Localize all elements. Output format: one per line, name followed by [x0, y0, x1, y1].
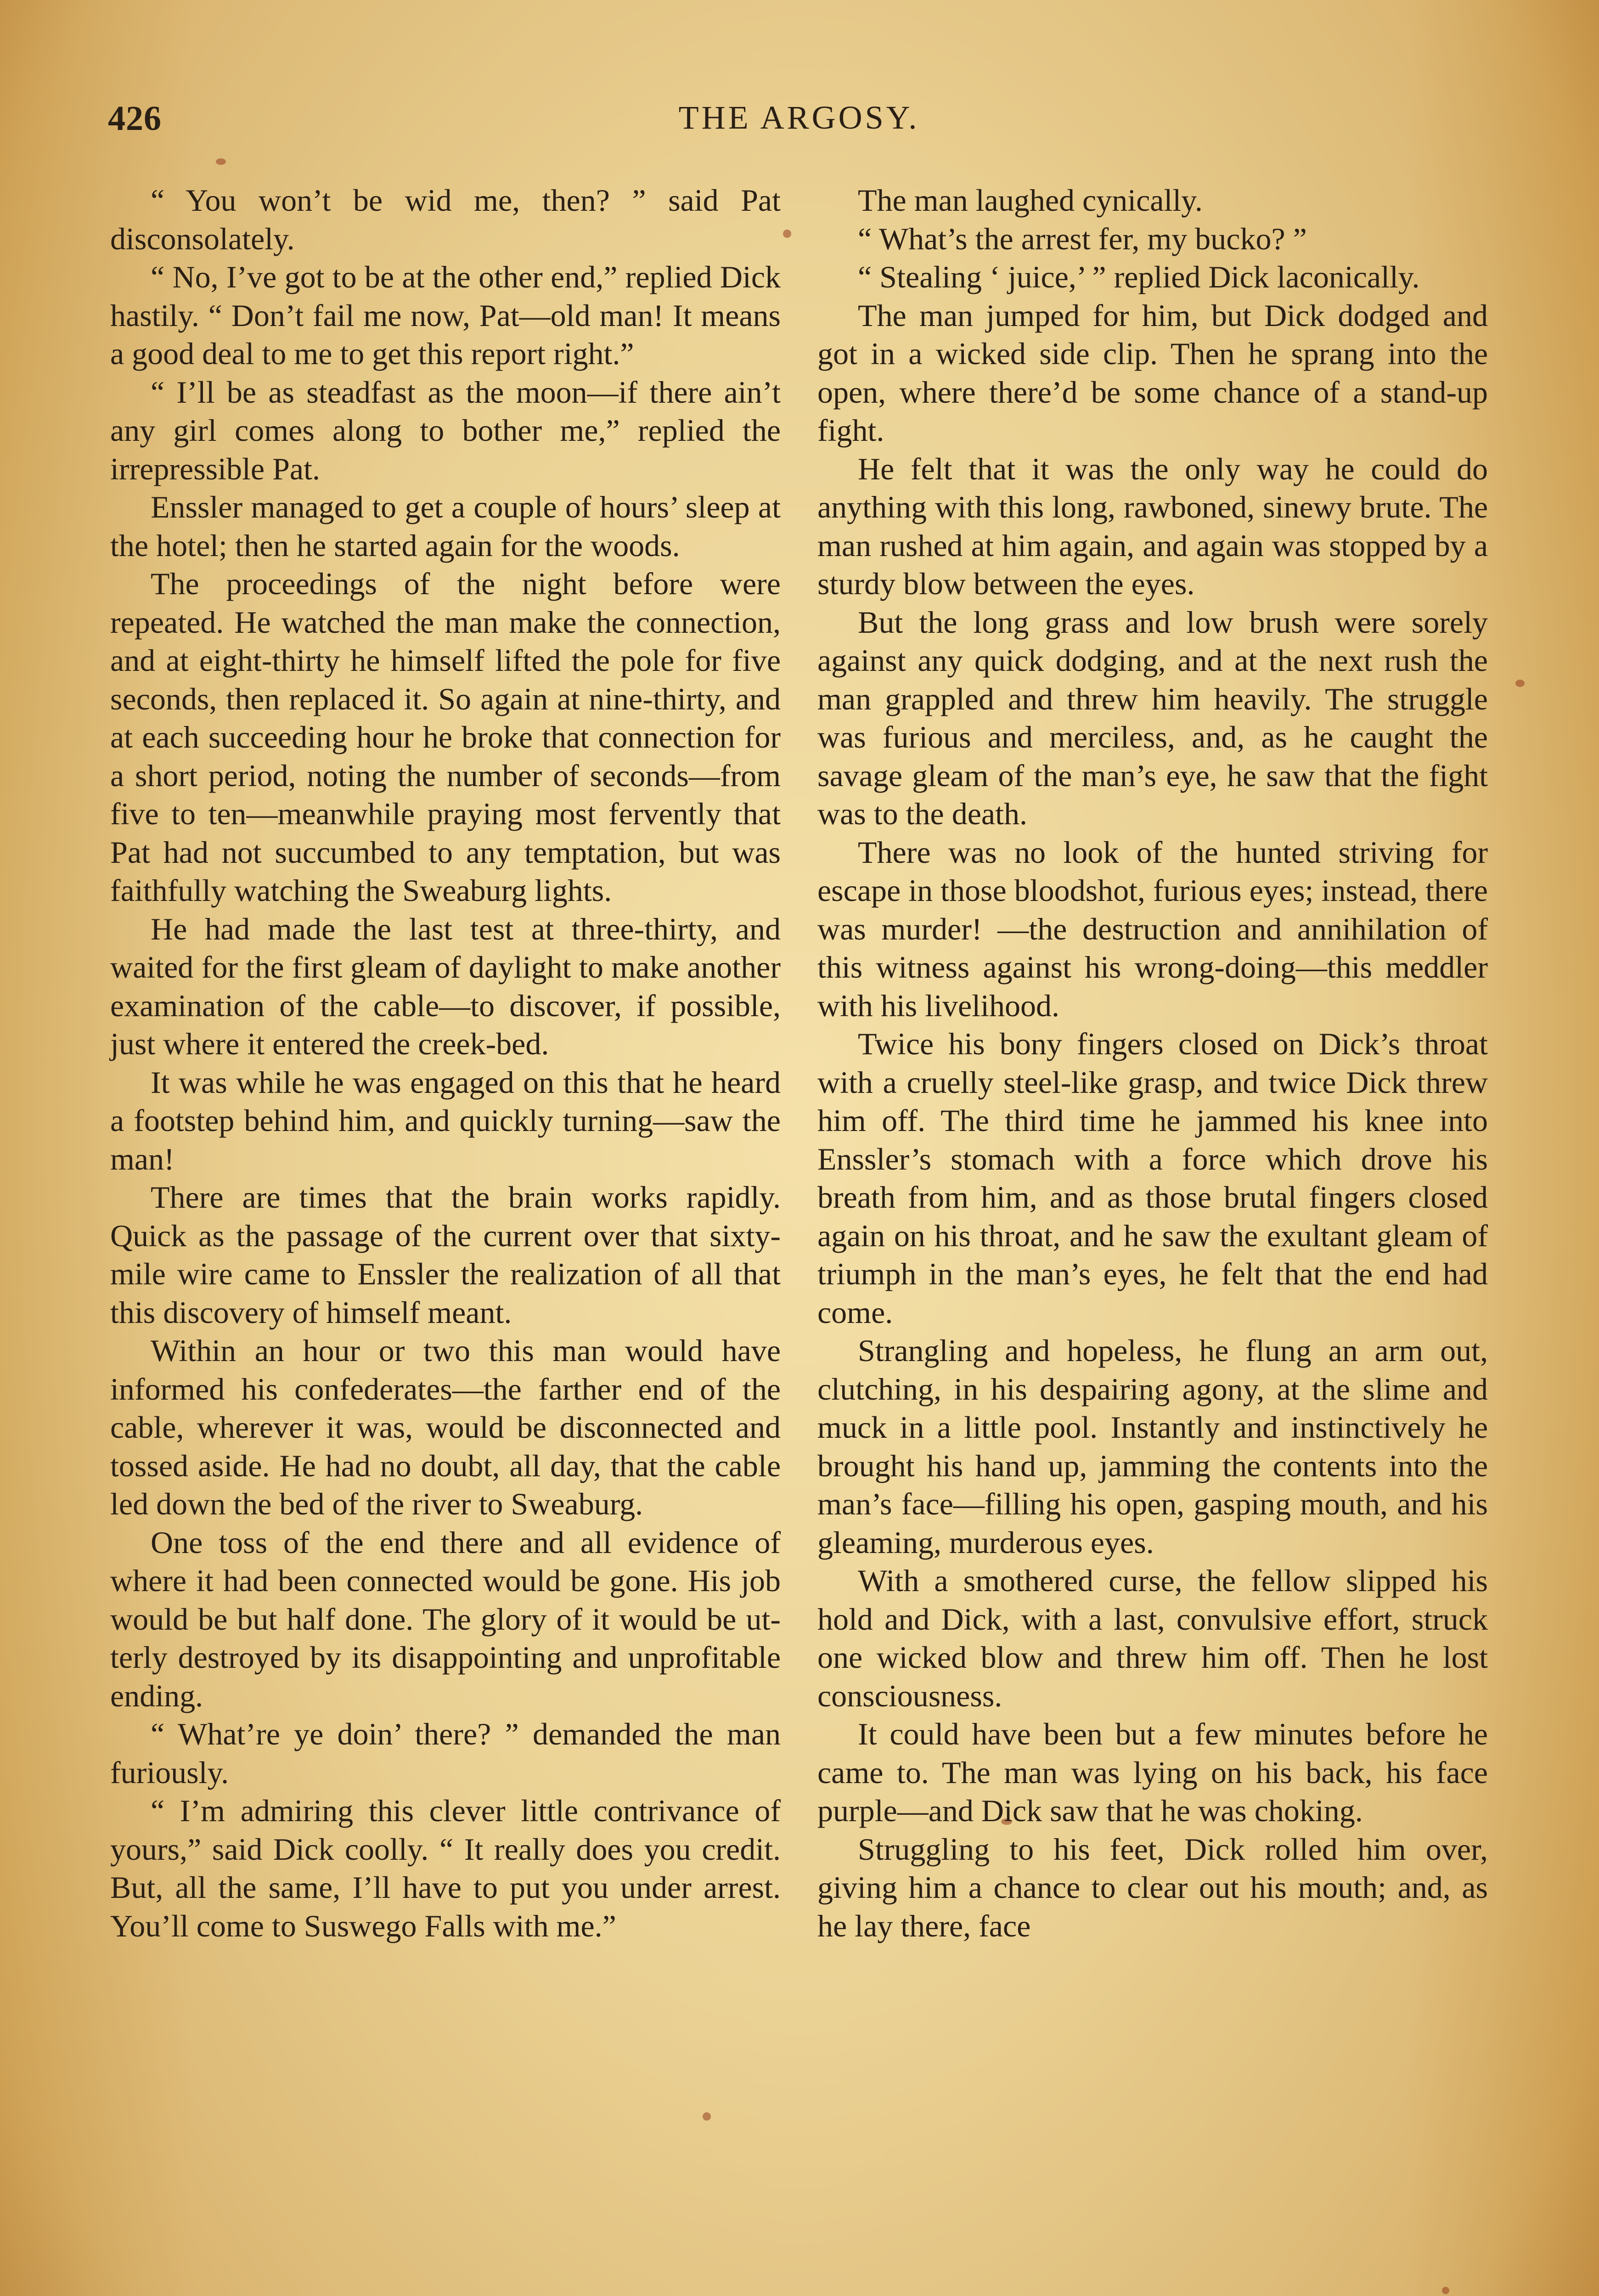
paragraph: It could have been but a few minutes before he came to. The man was lying on his back, his face purple—and Dick saw that he was choking.	[817, 1716, 1488, 1828]
paragraph: He felt that it was the only way he could do anything with this long, rawboned, sinewy brute. The man rushed at him again, and again was stopped by a sturdy blow between the eyes.	[817, 451, 1488, 601]
foxing-stain	[1442, 2287, 1449, 2294]
paragraph: One toss of the end there and all evidence of where it had been connected would be gone. His job would be but half done. The glory of it would be utterly destroyed by its disappointing and unprofitable ending.	[110, 1525, 781, 1713]
paragraph: Enssler managed to get a couple of hours’ sleep at the hotel; then he started again for the woods.	[110, 490, 781, 563]
text-column-left	[110, 181, 781, 1945]
foxing-stain	[1515, 680, 1525, 687]
paragraph: The man laughed cynically.	[858, 183, 1203, 218]
foxing-stain	[703, 2112, 711, 2121]
paragraph: But the long grass and low brush were sorely against any quick dodging, and at the next rush the man grappled and threw him heavily. The struggle was furious and merciless, and, as he caught the savage gleam of the man’s eye, he saw that the fight was to the death.	[817, 604, 1488, 831]
paragraph: There was no look of the hunted striving for escape in those bloodshot, furious eyes; instead, there was murder! —the destruction and annihilation of this witness against his wrong-doing—this meddler with his livelihood.	[817, 834, 1488, 1023]
running-title: THE ARGOSY.	[678, 99, 920, 136]
paragraph: The proceedings of the night before were repeated. He watched the man make the connection, and at eight-thirty he himself lifted the pole for five seconds, then replaced it. So again at nine-thirty, and at each succeeding hour he broke that connection for a short period, noting the number of seconds—from five to ten—meanwhile praying most fervently that Pat had not succumbed to any temptation, but was faithfully watching the Sweaburg lights.	[110, 566, 781, 908]
paragraph: He had made the last test at three-thirty, and waited for the first gleam of daylight to make another examination of the cable—to discover, if possible, just where it entered the creek-bed.	[110, 911, 781, 1061]
paragraph: Twice his bony fingers closed on Dick’s throat with a cruelly steel-like grasp, and twice Dick threw him off. The third time he jammed his knee into Enssler’s stomach with a force which drove his breath from him, and as those brutal fingers closed again on his throat, and he saw the exultant gleam of triumph in the man’s eyes, he felt that the end had come.	[817, 1026, 1488, 1330]
paragraph: “ Stealing ‘ juice,’ ” replied Dick laconically.	[858, 259, 1420, 294]
paragraph: “ I’ll be as steadfast as the moon—if there ain’t any girl comes along to bother me,” replied the irrepressible Pat.	[110, 374, 781, 486]
paragraph: “ I’m admiring this clever little contrivance of yours,” said Dick coolly. “ It really does you credit. But, all the same, I’ll have to put you under arrest. You’ll come to Suswego Falls with me.”	[110, 1793, 781, 1943]
paragraph: “ What’s the arrest fer, my bucko? ”	[858, 221, 1307, 256]
paragraph: “ No, I’ve got to be at the other end,” replied Dick hastily. “ Don’t fail me now, Pat—old man! It means a good deal to me to get this report right.”	[110, 259, 781, 371]
paragraph: With a smothered curse, the fellow slipped his hold and Dick, with a last, convulsive effort, struck one wicked blow and threw him off. Then he lost consciousness.	[817, 1563, 1488, 1713]
paragraph: Within an hour or two this man would have informed his confederates—the farther end of the cable, wherever it was, would be disconnected and tossed aside. He had no doubt, all day, that the cable led down the bed of the river to Sweaburg.	[110, 1333, 781, 1521]
page-header	[108, 99, 1490, 149]
paragraph: “ You won’t be wid me, then? ” said Pat disconsolately.	[110, 183, 781, 256]
text-column-right	[817, 181, 1488, 1945]
paragraph: “ What’re ye doin’ there? ” demanded the man furiously.	[110, 1716, 781, 1790]
paragraph: Strangling and hopeless, he flung an arm out, clutching, in his despairing agony, at the slime and muck in a little pool. Instantly and instinctively he brought his hand up, jamming the contents into the man’s face—filling his open, gasping mouth, and his gleaming, murderous eyes.	[817, 1333, 1488, 1560]
foxing-stain	[216, 158, 226, 165]
page-number: 426	[108, 99, 162, 138]
paragraph: Struggling to his feet, Dick rolled him over, giving him a chance to clear out his mouth; and, as he lay there, face	[817, 1831, 1488, 1943]
paragraph: The man jumped for him, but Dick dodged and got in a wicked side clip. Then he sprang into the open, where there’d be some chance of a stand-up fight.	[817, 298, 1488, 448]
paragraph: It was while he was engaged on this that he heard a footstep behind him, and quickly turning—saw the man!	[110, 1064, 781, 1176]
paragraph: There are times that the brain works rapidly. Quick as the passage of the current over that sixty-mile wire came to Enssler the realization of all that this discovery of himself meant.	[110, 1180, 781, 1330]
foxing-stain	[783, 230, 791, 238]
